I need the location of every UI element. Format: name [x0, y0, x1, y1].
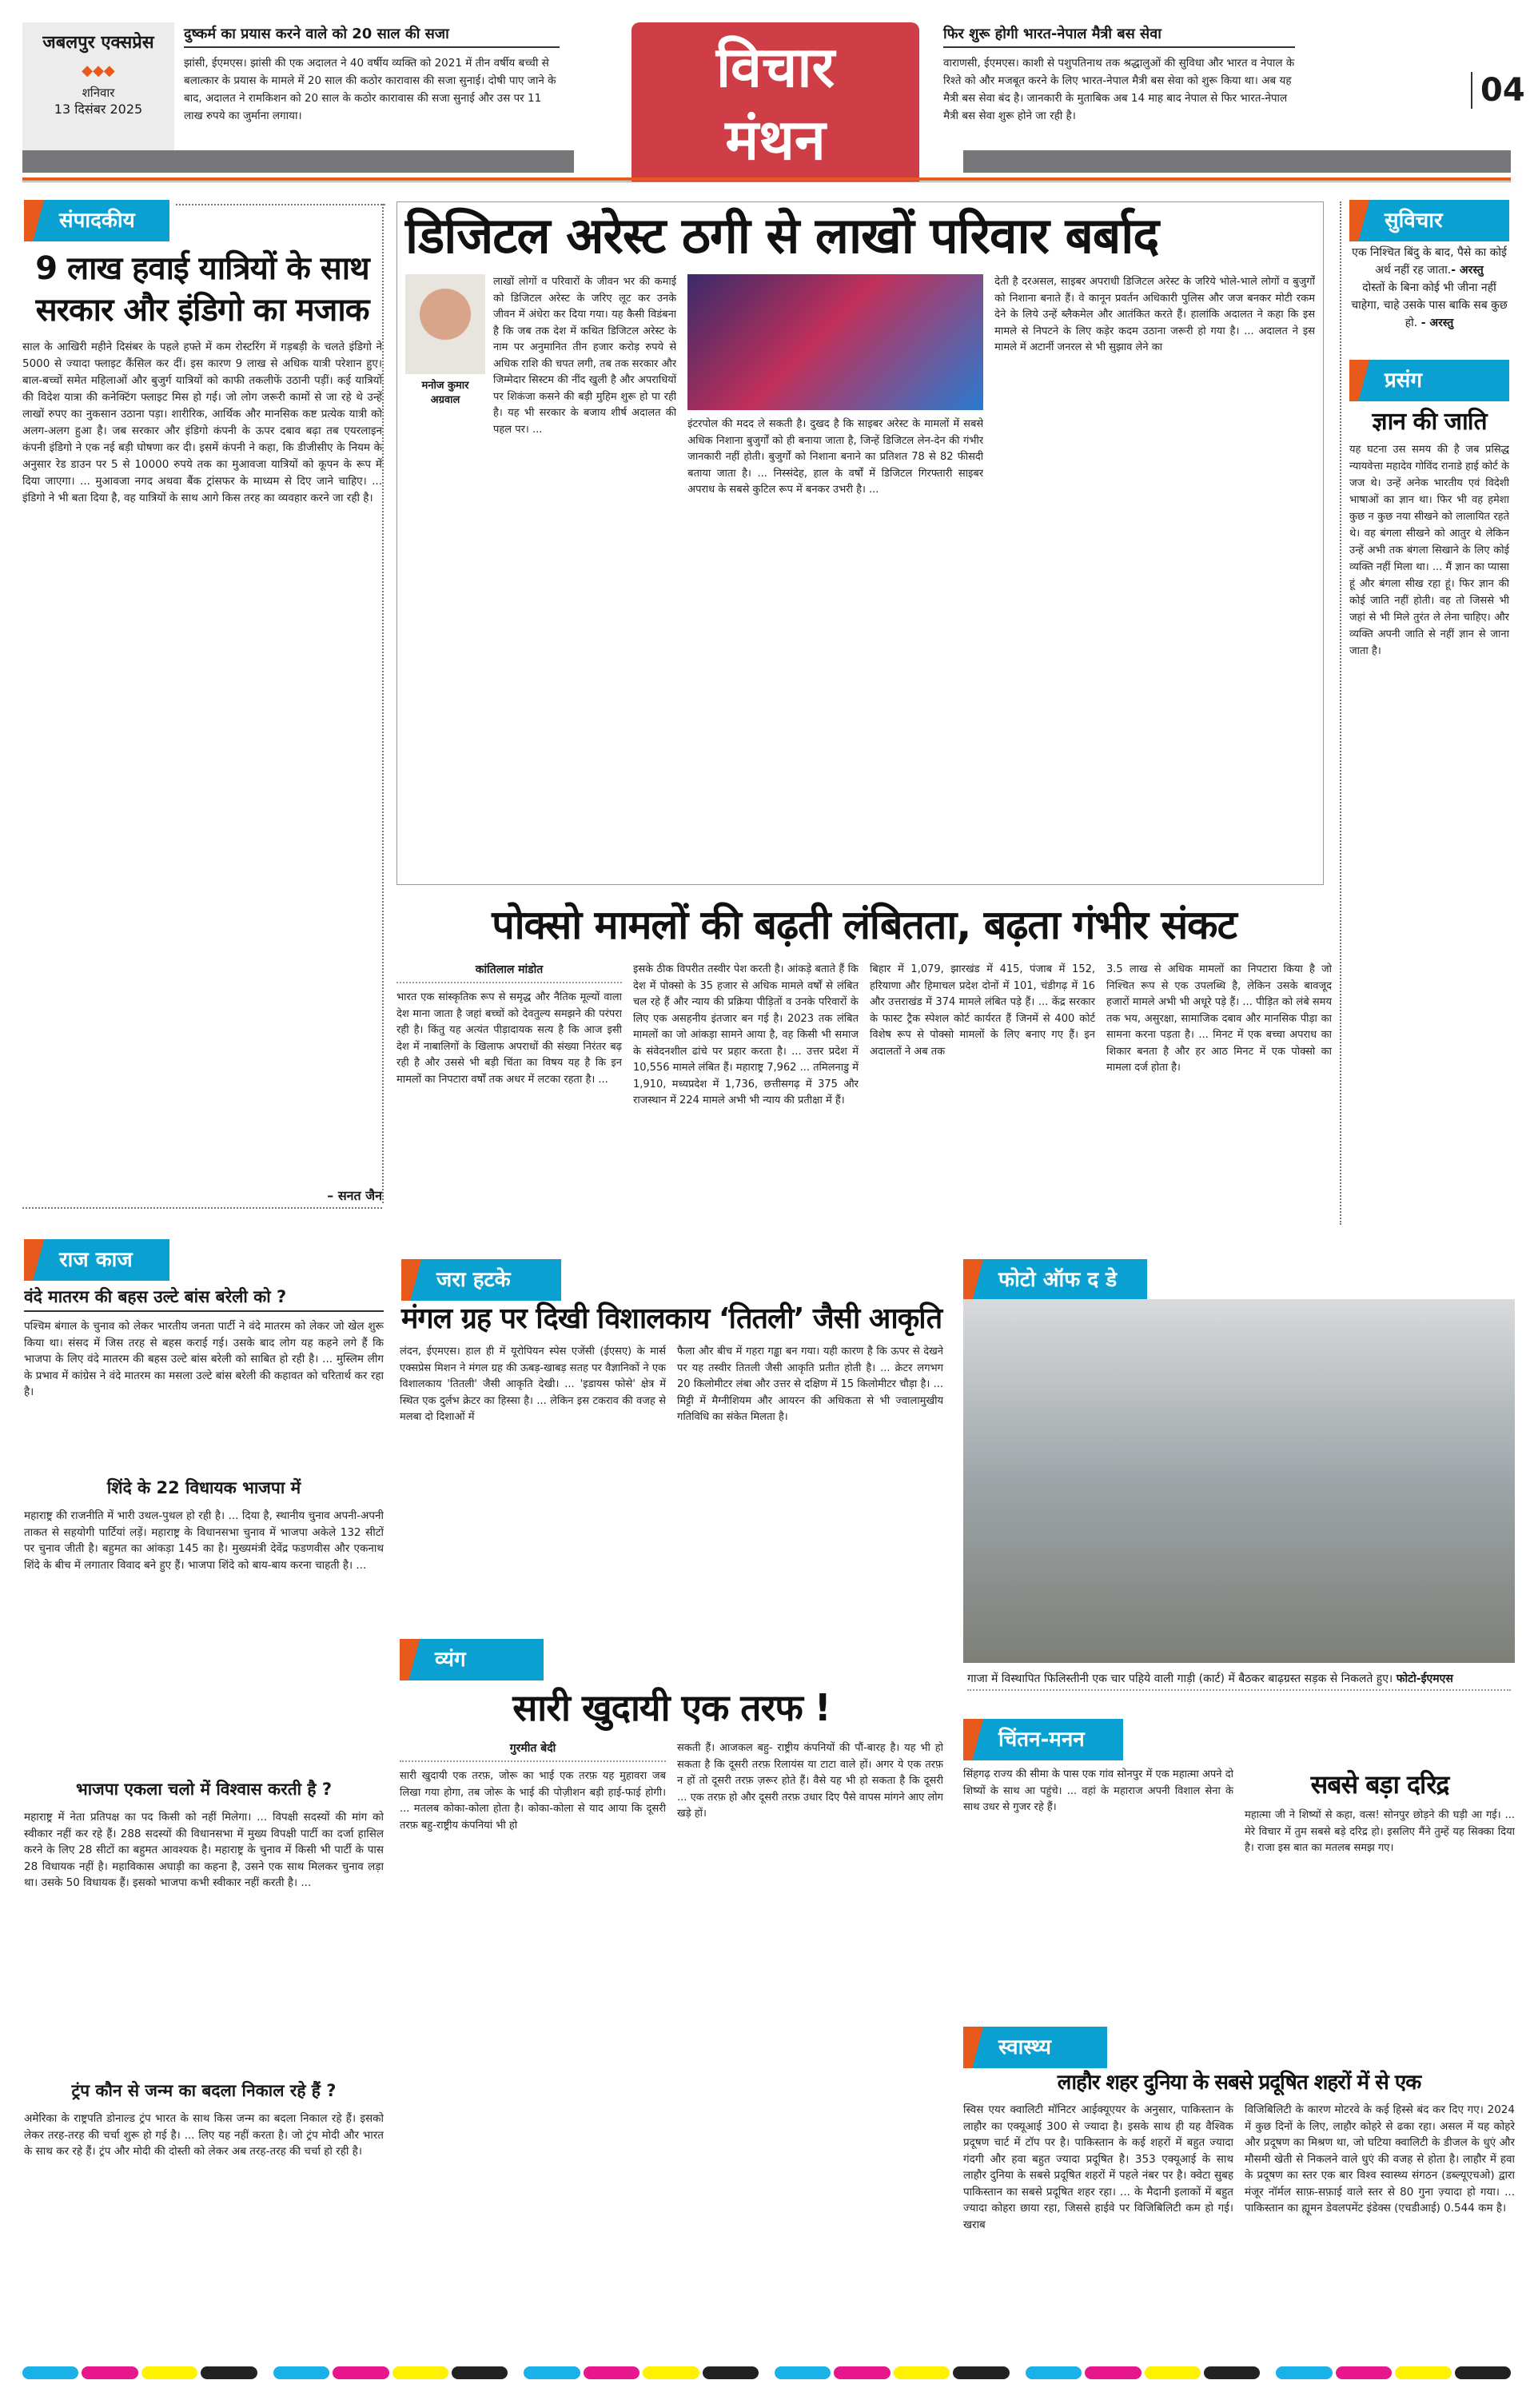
tag-raj-kaaj: राज काज [24, 1239, 169, 1281]
vyang-col1: सारी खुदायी एक तरफ़, जोरू का भाई एक तरफ़ यह मुहावरा जब लिखा गया होगा, तब जोरू के भाई की पोज़ीशन बड़ी हाई-फाई होगी। ... मतलब कोका-कोला होता है। कोका-कोला से याद आया कि दूसरी तरफ़ बहु-राष्ट्रीय कंपनियां भी हो [400, 1770, 666, 1832]
prasang-headline: ज्ञान की जाति [1372, 408, 1487, 436]
lead-headline: डिजिटल अरेस्ट ठगी से लाखों परिवार बर्बाद [405, 206, 1159, 265]
sidebar-divider [1340, 201, 1341, 1225]
header-rule-thin [22, 181, 1511, 182]
masthead-date-box [22, 22, 174, 150]
editorial [22, 248, 382, 1209]
page-number: 04 [1471, 72, 1525, 109]
tag-swasthya: स्वास्थ्य [963, 2027, 1107, 2068]
editorial-box-top [176, 204, 385, 205]
pocso-headline: पोक्सो मामलों की बढ़ती लंबितता, बढ़ता गंभीर संकट [492, 902, 1237, 948]
zara-hatke-headline: मंगल ग्रह पर दिखी विशालकाय ‘तितली’ जैसी आकृति [400, 1302, 942, 1335]
zara-hatke-col1: लंदन, ईएमएस। हाल ही में यूरोपियन स्पेस एजेंसी (ईएसए) के मार्स एक्सप्रेस मिशन ने मंगल ग्रह की ऊबड़-खाबड़ सतह पर वैज्ञानिकों ने एक विशालकाय 'तितली' जैसी आकृति देखी। ... 'इडायस फोसे' क्षेत्र में स्थित एक दुर्लभ क्रेटर का हिस्सा है। ... लेकिन इस टकराव की वजह से मलबा दो दिशाओं में [400, 1346, 666, 1423]
lead-col1: लाखों लोगों व परिवारों के जीवन भर की कमाई को डिजिटल अरेस्ट के जरिए लूट कर उनके जीवन में अंधेरा कर दिया गया। यह कैसी विडंबना है कि जब तक देश में कथित डिजिटल अरेस्ट के नाम पर अनुमानित तीन हजार करोड़ रुपये से अधिक राशि की चपत लगी, तब तक सरकार और जिम्मेदार सिस्टम की नींद खुली है और अपराधियों पर शिकंजा कसने की बड़ी मुहिम शुरू हो पा रही है। यह भी सरकार के बजाय शीर्ष अदालत की पहल पर। ... [493, 276, 677, 436]
tag-suvichar: सुविचार [1349, 200, 1509, 241]
brief-right [943, 24, 1295, 125]
section-logo-line2: मंथन [725, 107, 826, 173]
grey-bar-right [963, 150, 1511, 173]
swasthya [963, 2067, 1515, 2358]
vyang-author: गुरमीत बेदी [400, 1740, 666, 1762]
vyang [400, 1683, 943, 2316]
tag-chintan-manan: चिंतन-मनन [963, 1719, 1123, 1760]
grey-bar-left [22, 150, 574, 173]
photo-caption: गाजा में विस्थापित फिलिस्तीनी एक चार पहिये वाली गाड़ी (कार्ट) में बैठकर बाढ़ग्रस्त सड़क से निकलते हुए। फोटो-ईएमएस [967, 1671, 1511, 1691]
swasthya-col2: विजिबिलिटी के कारण मोटरवे के कई हिस्से बंद कर दिए गए। 2024 में कुछ दिनों के लिए, लाहौर कोहरे से ढका रहा। असल में यह कोहरे और प्रदूषण का मिश्रण था, जो घटिया क्वालिटी के डीजल के धुएं और मौसमी खेती से निकलने वाले धुएं की वजह से होता है। लाहौर में हवा के प्रदूषण का स्तर एक बार विश्व स्वास्थ्य संगठन (डब्ल्यूएचओ) द्वारा मंजूर नॉर्मल साफ़-सफ़ाई वाले स्तर से 80 गुना ज़्यादा हो गया। ... पाकिस्तान का ह्यूमन डेवलपमेंट इंडेक्स (एचडीआई) 0.544 कम है। [1245, 2103, 1515, 2215]
keyboard-handcuff-image [687, 274, 983, 410]
raj-kaaj-section-3 [24, 1778, 384, 2073]
raj-kaaj-headline-2: शिंदे के 22 विधायक भाजपा में [106, 1478, 301, 1497]
tag-photo-of-the-day: फोटो ऑफ द डे [963, 1259, 1147, 1301]
section-logo [632, 22, 919, 182]
tag-zara-hatke: जरा हटके [401, 1259, 561, 1301]
lead-col3: देती है दरअसल, साइबर अपराधी डिजिटल अरेस्ट के जरिये भोले-भाले लोगों व बुजुर्गों को निशाना बनाते हैं। वे कानून प्रवर्तन अधिकारी पुलिस और जज बनकर मोटी रकम देने के लिये उन्हें ब्लैकमेल और आतंकित करते हैं। हालांकि अदालत ने कहा कि इस मामले से निपटने के लिए कड़ेर कदम उठाना जरूरी हो गया है। ... अदालत ने इस मामले में अटार्नी जनरल से भी सुझाव लेने का [994, 276, 1315, 353]
author-photo [405, 274, 485, 374]
pocso-col3: बिहार में 1,079, झारखंड में 415, पंजाब में 152, हरियाणा और हिमाचल प्रदेश दोनों में 101, चंडीगढ़ में 16 और उत्तराखंड में 374 मामले लंबित पड़े हैं। ... केंद्र सरकार के फास्ट ट्रैक स्पेशल कोर्ट कार्यरत हैं जिनमें से 400 कोर्ट विशेष रूप से पोक्सो मामलों के लिए बनाए गए हैं। इन अदालतों ने अब तक [870, 963, 1095, 1058]
chintan-col2: महात्मा जी ने शिष्यों से कहा, वत्स! सोनपुर छोड़ने की घड़ी आ गई। ... मेरे विचार में तुम सबसे बड़े दरिद्र हो। इसलिए मैंने तुम्हें यह सिक्का दिया है। राजा इस बात का मतलब समझ गए। [1245, 1809, 1515, 1854]
raj-kaaj-headline-1: वंदे मातरम की बहस उल्टे बांस बरेली को ? [24, 1286, 384, 1312]
raj-kaaj-body-1: पश्चिम बंगाल के चुनाव को लेकर भारतीय जनता पार्टी ने वंदे मातरम को लेकर जो खेल शुरू किया था। संसद में जिस तरह से बहस कराई गई। उसके बाद लोग यह कहने लगे हैं कि भाजपा के लिए वंदे मातरम की बहस उल्टे बांस बरेली को साबित हो रही है। ... मुस्लिम लीग के प्रभाव में कांग्रेस ने वंदे मातरम का मसला उल्टे बांस बरेली की कहावत को चरितार्थ कर रहा है। [24, 1320, 384, 1398]
raj-kaaj-headline-3: भाजपा एकला चलो में विश्वास करती है ? [75, 1780, 333, 1799]
prasang [1349, 404, 1509, 1177]
swasthya-col1: स्विस एयर क्वालिटी मॉनिटर आईक्यूएयर के अनुसार, पाकिस्तान के लाहौर का एक्यूआई 300 से ज्यादा है। इसके साथ ही यह वैश्विक प्रदूषण चार्ट में टॉप पर है। पाकिस्तान के कई शहरों में बहुत ज्यादा गंदगी और हवा बहुत ज्यादा प्रदूषित है। 353 एक्यूआई के साथ लाहौर दुनिया के सबसे प्रदूषित शहरों में पहले नंबर पर है। क्वेटा सुबह पाकिस्तान का सबसे प्रदूषित शहर रहा। ... के मैदानी इलाकों में बहुत ज्यादा कोहरा छाया रहा, जिससे हाईवे पर विजिबिलिटी कम हो गई। खराब [963, 2103, 1233, 2231]
photo-credit: फोटो-ईएमएस [1396, 1672, 1453, 1685]
photo-gaza-cart [963, 1299, 1515, 1663]
day: शनिवार [82, 86, 115, 101]
editorial-box-side [382, 204, 384, 1203]
chintan-manan [963, 1767, 1515, 2007]
suvichar [1349, 244, 1509, 332]
pocso-article [396, 899, 1332, 1258]
tag-vyang: व्यंग [400, 1639, 544, 1680]
brief-left-headline: दुष्कर्म का प्रयास करने वाले को 20 साल की सजा [184, 24, 560, 48]
raj-kaaj-section-2 [24, 1477, 384, 1772]
quote-1: एक निश्चित बिंदु के बाद, पैसे का कोई अर्थ नहीं रह जाता.- अरस्तु [1352, 246, 1507, 277]
lead-article [396, 201, 1324, 885]
raj-kaaj [24, 1279, 384, 2350]
pocso-col2: इसके ठीक विपरीत तस्वीर पेश करती है। आंकड़े बताते हैं कि देश में पोक्सो के 35 हजार से अधिक मामले वर्षों से लंबित चल रहे हैं और न्याय की प्रक्रिया पीड़ितों व उनके परिवारों के लिए एक असहनीय इंतजार बन गई है। 2023 तक लंबित मामलों का जो आंकड़ा सामने आया है, वह किसी भी समाज के संवेदनशील ढांचे पर प्रहार करता है। ... उत्तर प्रदेश में 10,556 मामले लंबित हैं। महाराष्ट्र 7,962 ... तमिलनाडु में 1,910, मध्यप्रदेश में 1,736, छत्तीसगढ़ में 375 और राजस्थान में 224 मामले अभी भी न्याय की प्रतीक्षा में हैं। [633, 963, 859, 1106]
paper-name: जबलपुर एक्सप्रेस [42, 33, 154, 53]
brief-right-headline: फिर शुरू होगी भारत-नेपाल मैत्री बस सेवा [943, 24, 1295, 48]
raj-kaaj-body-2: महाराष्ट्र की राजनीति में भारी उथल-पुथल हो रही है। ... दिया है, स्थानीय चुनाव अपनी-अपनी ताकत से सहयोगी पार्टियां लड़ें। महाराष्ट्र के विधानसभा चुनाव में भाजपा अकेले 132 सीटों पर चुनाव जीती है। बहुमत का आंकड़ा 145 का है। मुख्यमंत्री देवेंद्र फडणवीस और एकनाथ शिंदे के बीच में लगातार विवाद बने हुए हैं। भाजपा शिंदे को बाय-बाय करना चाहती है। ... [24, 1509, 384, 1572]
quote-2: दोस्तों के बिना कोई भी जीना नहीं चाहेगा, चाहे उसके पास बाकि सब कुछ हो. - अरस्तु [1351, 281, 1508, 329]
raj-kaaj-body-3: महाराष्ट्र में नेता प्रतिपक्ष का पद किसी को नहीं मिलेगा। ... विपक्षी सदस्यों की मांग को स्वीकार नहीं कर रहे हैं। 288 सदस्यों की विधानसभा में मुख्य विपक्षी पार्टी का दर्जा हासिल करने के लिए 28 सीटों का बहुमत आवश्यक है। महाराष्ट्र के चुनाव में किसी भी पार्टी के पास 28 विधायक नहीं है। महाविकास अघाड़ी का कहना है, उसने एक साथ मिलकर चुनाव लड़ा था। उसके 50 विधायक हैं। इसको भाजपा कभी स्वीकार नहीं करती है। ... [24, 1811, 384, 1889]
prasang-body: यह घटना उस समय की है जब प्रसिद्ध न्यायवेत्ता महादेव गोविंद रानाडे हाई कोर्ट के जज थे। उन्हें अनेक भारतीय एवं विदेशी भाषाओं का ज्ञान था। फिर भी वह हमेशा कुछ न कुछ नया सीखने को लालायित रहते थे। वह बंगला सीखने को आतुर थे लेकिन उन्हें अभी तक बंगला सिखाने के लिए कोई व्यक्ति नहीं मिला था। ... मैं ज्ञान का प्यासा हूं और बंगला सीख रहा हूं। फिर ज्ञान की कोई जाति नहीं होती। वह तो जिससे भी जहां से भी मिले तुरंत ले लेना चाहिए। और व्यक्ति अपनी जाति से नहीं ज्ञान से जाना जाता है। [1349, 444, 1509, 657]
pocso-col4: 3.5 लाख से अधिक मामलों का निपटारा किया है जो निश्चित रूप से एक उपलब्धि है, लेकिन उसके बावजूद हजारों मामले अभी भी अधूरे पड़े हैं। ... पीड़ित को लंबे समय तक भय, असुरक्षा, सामाजिक दबाव और मानसिक पीड़ा का सामना करना पड़ता है। ... मिनट में एक बच्चा अपराध का शिकार बनता है और हर आठ मिनट में एक पोक्सो का मामला दर्ज होता है। [1106, 963, 1332, 1074]
editorial-headline: 9 लाख हवाई यात्रियों के साथ सरकार और इंडिगो का मजाक [35, 250, 369, 329]
chintan-col1: सिंहगढ़ राज्य की सीमा के पास एक गांव सोनपुर में एक महात्मा अपने दो शिष्यों के साथ आ पहुंचे। ... वहां के महाराज अपनी विशाल सेना के साथ उधर से गुजर रहे हैं। [963, 1768, 1233, 1813]
section-logo-line1: विचार [715, 34, 835, 100]
vyang-headline: सारी खुदायी एक तरफ ! [512, 1686, 831, 1729]
zara-hatke-col2: फैला और बीच में गहरा गड्ढा बन गया। यही कारण है कि ऊपर से देखने पर यह तस्वीर तितली जैसी आकृति प्रतीत होती है। ... क्रेटर लगभग 20 किलोमीटर लंबा और उत्तर से दक्षिण में 15 किलोमीटर चौड़ा है। ... मिट्टी में मैग्नीशियम और आयरन की अधिकता से भी ज्वालामुखीय गतिविधि का संकेत मिलता है। [677, 1346, 943, 1423]
raj-kaaj-section-4 [24, 2079, 384, 2160]
swasthya-headline: लाहौर शहर दुनिया के सबसे प्रदूषित शहरों में से एक [1057, 2071, 1421, 2095]
date: 13 दिसंबर 2025 [54, 101, 143, 117]
raj-kaaj-body-4: अमेरिका के राष्ट्रपति डोनाल्ड ट्रंप भारत के साथ किस जन्म का बदला निकाल रहे हैं। इसको लेकर तरह-तरह की चर्चा शुरू हो गई है। ... लिए यह नहीं करता है। जो ट्रंप मोदी और भारत के साथ कर रहे हैं। ट्रंप और मोदी की दोस्ती को लेकर अब तरह-तरह की चर्चा हो रही है। [24, 2112, 384, 2158]
lead-author: मनोज कुमार अग्रवाल [421, 380, 469, 406]
editorial-author: – सनत जैन [22, 1186, 382, 1209]
pocso-author: कांतिलाल मांडोत [396, 962, 622, 983]
vyang-col2: सकती हैं। आजकल बहु- राष्ट्रीय कंपनियों की पौं-बारह है। यह भी हो सकता है कि दूसरी तरफ़ रिलायंस या टाटा वाले हों। अगर ये एक तरफ़ न हों तो दूसरी तरफ़ ज़रूर होते हैं। वैसे यह भी हो सकता है कि दूसरी ... एक तरफ़ हो और दूसरी तरफ़ उधार दिए पैसे वापस मांगने आए लोग खड़े हों। [677, 1742, 943, 1820]
brief-left [184, 24, 560, 125]
tag-prasang: प्रसंग [1349, 360, 1509, 401]
pocso-col1: भारत एक सांस्कृतिक रूप से समृद्ध और नैतिक मूल्यों वाला देश माना जाता है जहां बच्चों को देवतुल्य समझने की परंपरा रही है। किंतु यह अत्यंत पीड़ादायक सत्य है कि आज इसी देश में नाबालिगों के खिलाफ अपराधों की संख्या निरंतर बढ़ रही है और उससे भी बड़ी चिंता का विषय यह है कि इन मामलों का निपटारा वर्षों तक अधर में लटका रहता है। ... [396, 991, 622, 1086]
editorial-body: साल के आखिरी महीने दिसंबर के पहले हफ्ते में कम रोस्टरिंग में गड़बड़ी के चलते इंडिगो ने 5000 से ज्यादा फ्लाइट कैंसिल कर दीं। इस कारण 9 लाख से अधिक यात्री परेशान हुए। बाल-बच्चों समेत महिलाओं और बुजुर्ग यात्रियों को काफी तकलीफें उठानी पड़ीं। कई यात्रियों की विदेश यात्रा की कनेक्टिंग फ्लाइट मिस हो गई। जो लोग जरूरी कामों से जा रहे थे उन्हें लाखों रुपए का नुकसान उठाना पड़ा। शारीरिक, आर्थिक और मानसिक कष्ट प्रत्येक यात्री को अलग-अलग हुआ है। जब सरकार और इंडिगो कंपनी के ऊपर दबाव बढ़ा तब एयरलाइन कंपनी इंडिगो ने एक नई बड़ी घोषणा कर दी। इसमें कंपनी ने कहा, कि डीजीसीए के नियम के अनुसार रेड डाउन पर 5 से 10000 रुपये तक का मुआवजा यात्रियों को कूपन के रूप में दिया जाएगा। ... मुआवजा नगद अथवा बैंक ट्रांसफर के माध्यम से दिए जाने चाहिए। ... इंडिगो ने भी बता दिया है, वह यात्रियों के साथ आगे किस तरह का व्यवहार करने जा रही है। [22, 341, 382, 504]
chintan-headline: सबसे बड़ा दरिद्र [1310, 1769, 1449, 1800]
brief-right-body: वाराणसी, ईएमएस। काशी से पशुपतिनाथ तक श्रद्धालुओं की सुविधा और भारत व नेपाल के रिश्ते को और मजबूत करने के लिए भारत-नेपाल मैत्री बस सेवा को शुरू किया था। अब यह मैत्री बस सेवा बंद है। जानकारी के मुताबिक अब 14 माह बाद नेपाल से फिर भारत-नेपाल मैत्री बस सेवा शुरू होने जा रही है। [943, 57, 1295, 122]
zara-hatke [400, 1299, 943, 1584]
header-rule [22, 177, 1511, 181]
raj-kaaj-section-1 [24, 1286, 384, 1470]
ornament-icon: ◆◆◆ [82, 62, 115, 80]
tag-editorial: संपादकीय [24, 200, 169, 241]
cmyk-registration-strip [22, 2366, 1511, 2379]
lead-col2: इंटरपोल की मदद ले सकती है। दुखद है कि साइबर अरेस्ट के मामलों में सबसे अधिक निशाना बुजुर्गों को ही बनाया जाता है, जिन्हें डिजिटल लेन-देन की गंभीर जानकारी नहीं होती। बुजुर्गों को निशाना बनाने का प्रतिशत 78 से 82 फीसदी बताया जाता है। ... निस्संदेह, हाल के वर्षों में डिजिटल गिरफ्तारी साइबर अपराध के सबसे कुटिल रूप में बनकर उभरी है। ... [687, 418, 984, 496]
brief-left-body: झांसी, ईएमएस। झांसी की एक अदालत ने 40 वर्षीय व्यक्ति को 2021 में तीन वर्षीय बच्ची से बलात्कार के प्रयास के मामले में 20 साल की कठोर कारावास की सजा सुनाई। दोषी पाए जाने के बाद, अदालत ने रामकिशन को 20 साल के कठोर कारावास की सजा सुनाई और उस पर 11 लाख रुपये का जुर्माना लगाया। [184, 57, 556, 122]
raj-kaaj-headline-4: ट्रंप कौन से जन्म का बदला निकाल रहे हैं ? [71, 2081, 337, 2100]
